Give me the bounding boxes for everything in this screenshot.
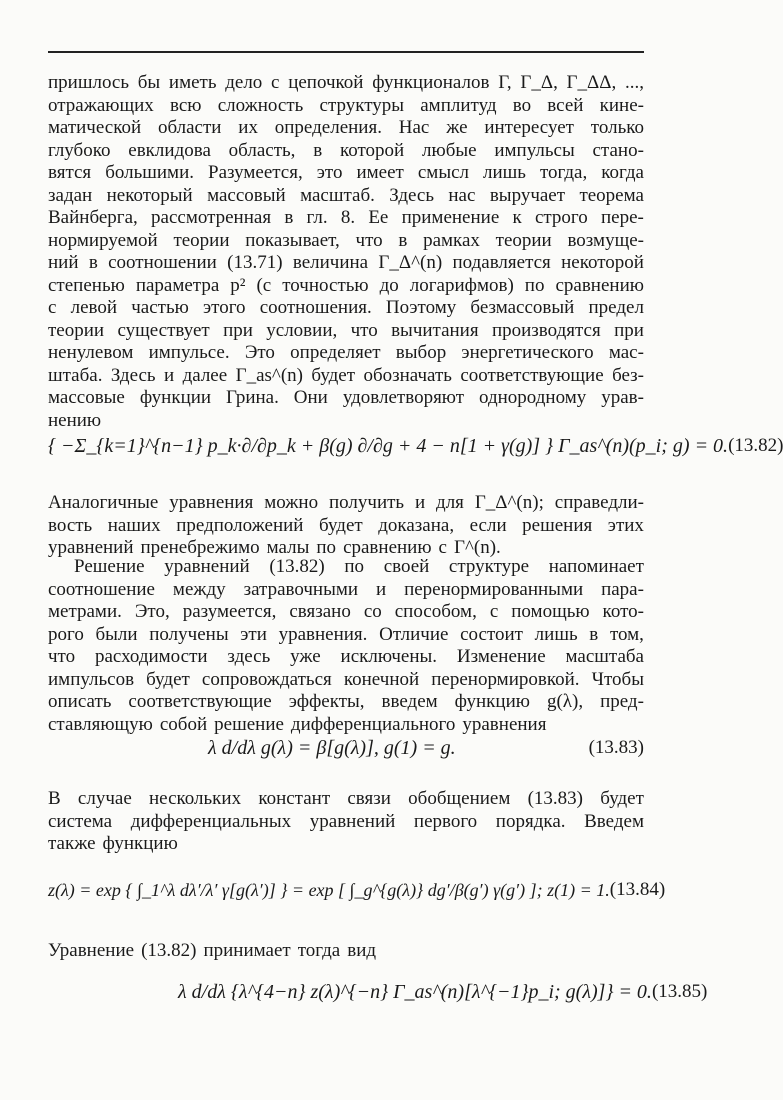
equation-13-84 [48, 862, 666, 918]
paragraph-1 [48, 72, 644, 432]
text-line: пришлось бы иметь дело с цепочкой функционалов Γ, Γ_Δ, Γ_ΔΔ, ..., [48, 72, 644, 93]
text-line: уравнений пренебрежимо малы по сравнению с Γ^(n). [48, 537, 501, 558]
text-line: описать соответствующие эффекты, введем функцию g(λ), пред- [48, 691, 644, 712]
equation-number: (13.84) [609, 879, 666, 900]
text-line: глубоко евклидова область, в которой любые импульсы стано- [48, 139, 644, 161]
header-rule [48, 51, 644, 53]
text-line: ставляющую собой решение дифференциального уравнения [48, 713, 547, 735]
text-line: ний в соотношении (13.71) величина Γ_Δ^(n) подавляется некоторой [48, 252, 644, 273]
text-line: степенью параметра p² (с точностью до логарифмов) по сравнению [48, 274, 644, 296]
equation-13-82 [48, 420, 783, 472]
equation-number: (13.85) [651, 981, 708, 1002]
text-line: с левой частью этого соотношения. Поэтому безмассовый предел [48, 297, 644, 318]
equation-body: { −Σ_{k=1}^{n−1} p_k·∂/∂p_k + β(g) ∂/∂g + 4 − n[1 + γ(g)] } Γ_as^(n)(p_i; g) = 0. [48, 434, 729, 457]
paragraph-5 [48, 940, 644, 963]
text-line: рого были получены эти уравнения. Отличие состоит лишь в том, [48, 623, 644, 645]
text-line: Аналогичные уравнения можно получить и для Γ_Δ^(n); справедли- [48, 492, 644, 513]
text-line: теории существует при условии, что вычитания производятся при [48, 319, 644, 341]
text-line: штаба. Здесь и далее Γ_as^(n) будет обозначать соответствующие без- [48, 364, 644, 386]
paragraph-2 [48, 492, 644, 560]
text-line: вятся большими. Разумеется, это имеет смысл лишь тогда, когда [48, 162, 644, 183]
text-line: метрами. Это, разумеется, связано со способом, с помощью кото- [48, 601, 644, 622]
text-line: массовые функции Грина. Они удовлетворяют однородному урав- [48, 387, 644, 408]
equation-body: λ d/dλ g(λ) = β[g(λ)], g(1) = g. [208, 736, 456, 759]
text-line: ненулевом импульсе. Это определяет выбор энергетического мас- [48, 342, 644, 363]
text-line: система дифференциальных уравнений первого порядка. Введем [48, 810, 644, 832]
text-line: В случае нескольких констант связи обобщением (13.83) будет [48, 788, 644, 809]
equation-body: λ d/dλ {λ^{4−n} z(λ)^{−n} Γ_as^(n)[λ^{−1}p_i; g(λ)]} = 0. [178, 980, 652, 1003]
equation-number: (13.82) [728, 435, 783, 456]
text-line: задан некоторый массовый масштаб. Здесь нас выручает теорема [48, 184, 644, 206]
equation-13-85 [48, 972, 708, 1012]
text-line: нению [48, 409, 102, 431]
paragraph-4 [48, 788, 644, 856]
equation-number: (13.83) [588, 737, 644, 758]
text-line: Уравнение (13.82) принимает тогда вид [48, 940, 377, 961]
text-line: нормируемой теории показывает, что в рамках теории возмуще- [48, 229, 644, 251]
text-line: вость наших предположений будет доказана, если решения этих [48, 514, 644, 536]
text-line: также функцию [48, 833, 178, 854]
equation-body: z(λ) = exp { ∫_1^λ dλ′/λ′ γ[g(λ′)] } = exp [ ∫_g^{g(λ)} dg′/β(g′) γ(g′) ]; z(1) = 1. [48, 879, 610, 900]
text-line: Вайнберга, рассмотренная в гл. 8. Ее применение к строго пере- [48, 207, 644, 228]
text-line: Решение уравнений (13.82) по своей структуре напоминает [74, 556, 644, 577]
text-line: что расходимости здесь уже исключены. Изменение масштаба [48, 646, 644, 667]
paragraph-3 [48, 556, 644, 736]
text-line: соотношение между затравочными и перенормированными пара- [48, 578, 644, 600]
equation-13-83 [48, 728, 644, 768]
text-line: отражающих всю сложность структуры амплитуд во всей кине- [48, 94, 644, 116]
text-line: импульсов будет сопровождаться конечной перенормировкой. Чтобы [48, 668, 644, 690]
text-line: матической области их определения. Нас же интересует только [48, 117, 644, 138]
